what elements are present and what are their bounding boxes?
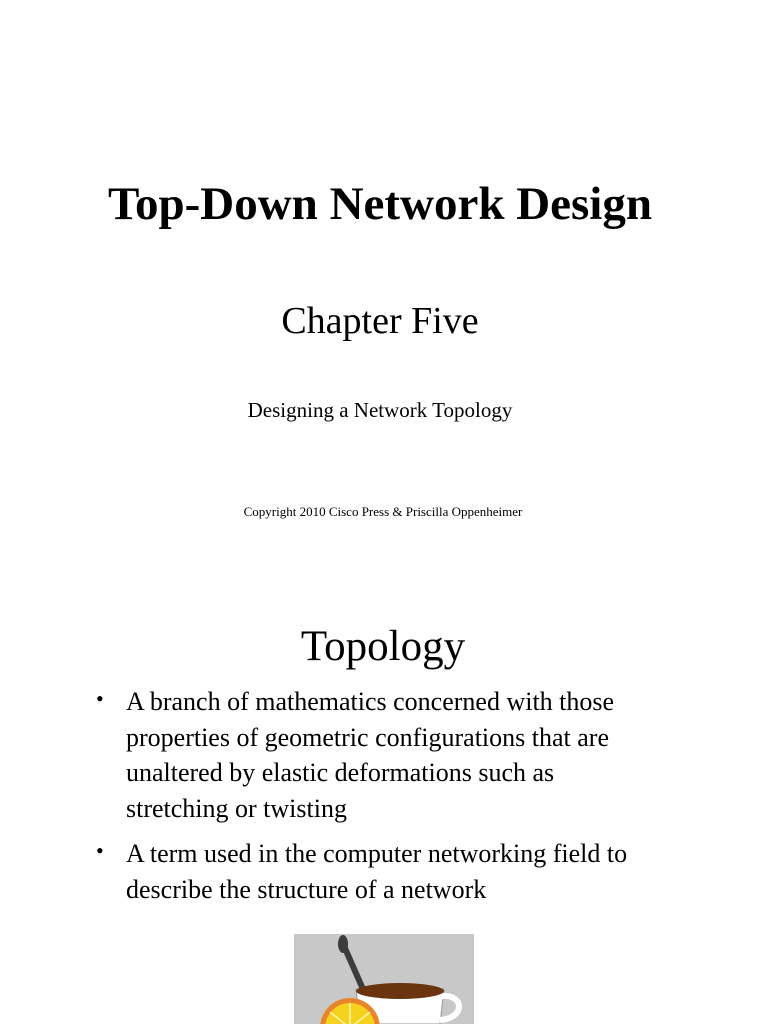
copyright-notice: Copyright 2010 Cisco Press & Priscilla Oppenheimer (243, 504, 523, 519)
chapter-heading: Chapter Five (281, 300, 479, 342)
bullet-line: stretching or twisting (126, 793, 347, 823)
bullet-line: describe the structure of a network (126, 874, 487, 904)
coffee-cup-with-lemon-icon (294, 934, 474, 1024)
bullet-line: A branch of mathematics concerned with those (126, 687, 615, 716)
bullet-item (92, 684, 712, 826)
slide-title: Top-Down Network Design (107, 178, 653, 230)
topic-title: Topology (300, 623, 466, 670)
bullet-icon: • (96, 838, 104, 863)
bullet-icon: • (96, 686, 104, 711)
topology-slide (0, 580, 768, 1024)
bullet-item (92, 836, 712, 907)
slide-subtitle: Designing a Network Topology (247, 398, 513, 422)
bullet-list (92, 684, 712, 917)
bullet-line: properties of geometric configurations that are (126, 722, 609, 752)
bullet-line: A term used in the computer networking field to (126, 839, 628, 868)
bullet-line: unaltered by elastic deformations such as (126, 758, 555, 787)
